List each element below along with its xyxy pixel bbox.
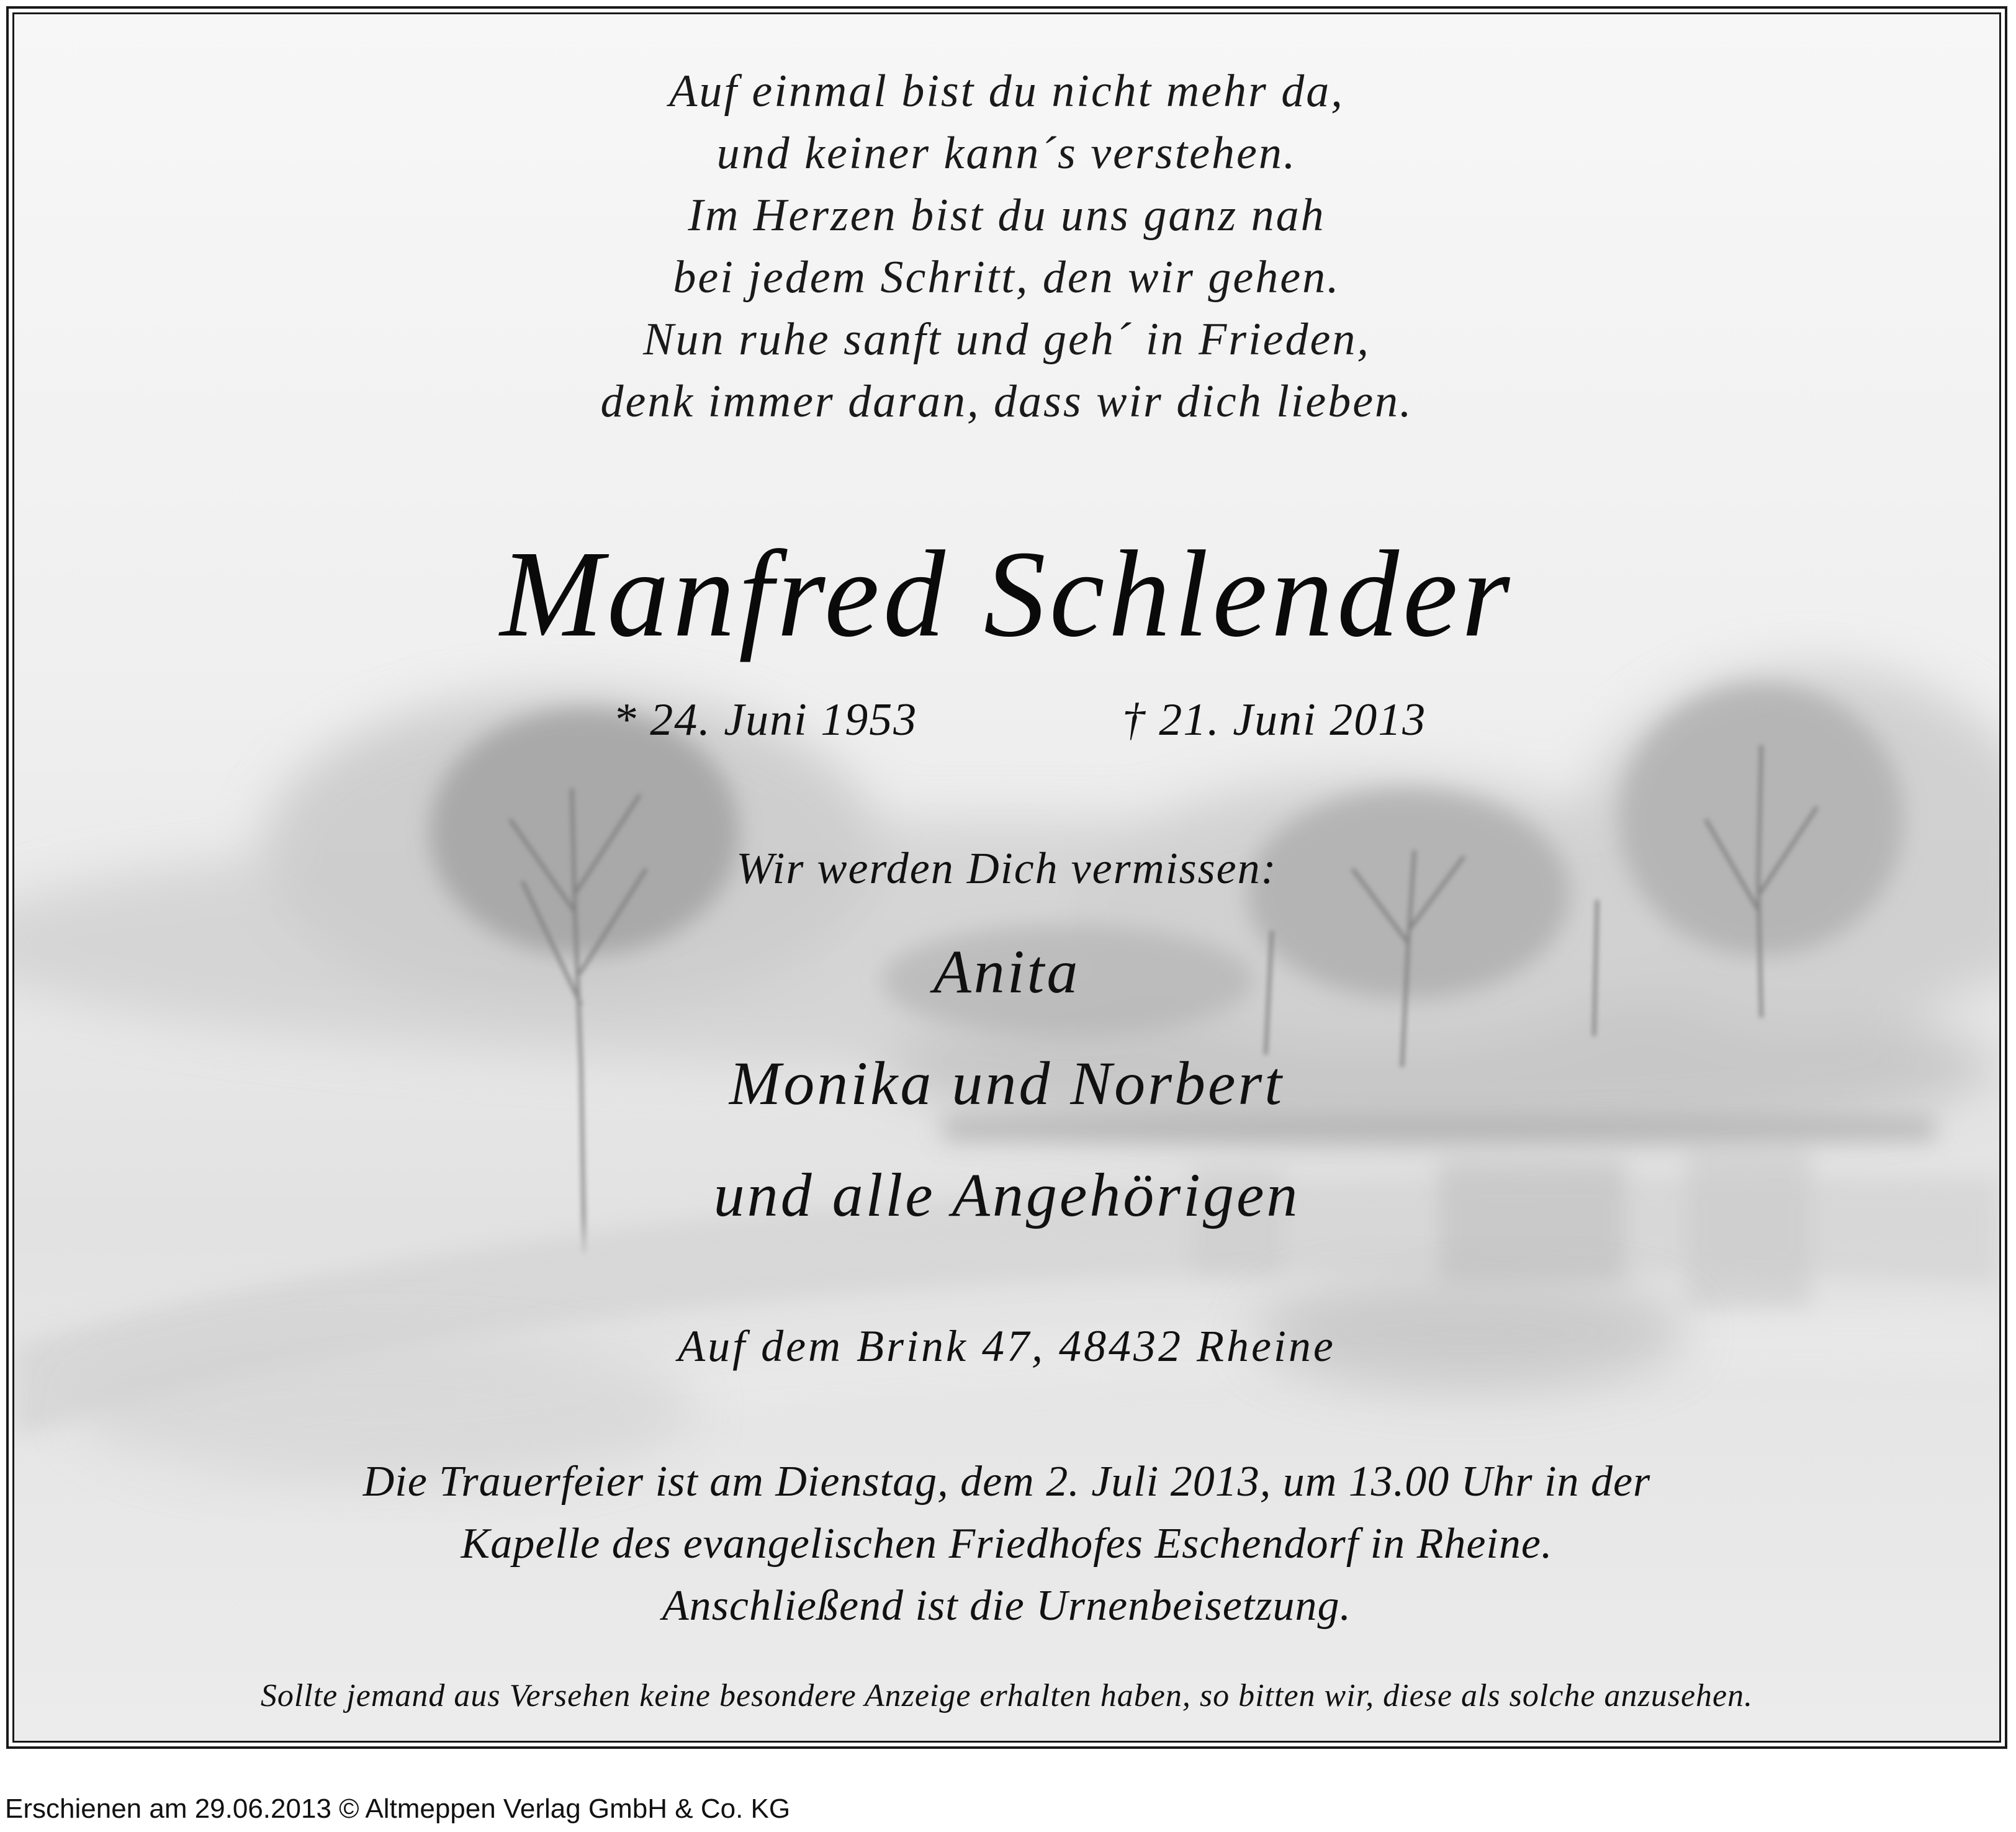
obituary-ad bbox=[12, 12, 2001, 1743]
poem-line: denk immer daran, dass wir dich lieben. bbox=[600, 376, 1413, 427]
ceremony-line: Kapelle des evangelischen Friedhofes Eschendorf in Rheine. bbox=[461, 1520, 1553, 1568]
poem-line: bei jedem Schritt, den wir gehen. bbox=[673, 252, 1341, 303]
notice-text: Sollte jemand aus Versehen keine besondere Anzeige erhalten haben, so bitten wir, diese als solche anzusehen. bbox=[260, 1678, 1753, 1713]
address: Auf dem Brink 47, 48432 Rheine bbox=[678, 1321, 1336, 1371]
publication-footer: Erschienen am 29.06.2013 © Altmeppen Verlag GmbH & Co. KG bbox=[5, 1794, 791, 1824]
mourner-name: Monika und Norbert bbox=[729, 1049, 1285, 1118]
poem-line: Nun ruhe sanft und geh´ in Frieden, bbox=[643, 314, 1370, 365]
poem-line: Auf einmal bist du nicht mehr da, bbox=[669, 66, 1344, 117]
deceased-name: Manfred Schlender bbox=[500, 526, 1514, 663]
birth-date: * 24. Juni 1953 bbox=[613, 694, 918, 745]
ceremony-line: Die Trauerfeier ist am Dienstag, dem 2. Juli 2013, um 13.00 Uhr in der bbox=[362, 1458, 1651, 1506]
mourners-intro: Wir werden Dich vermissen: bbox=[736, 843, 1277, 893]
mourner-name: und alle Angehörigen bbox=[713, 1161, 1300, 1229]
poem-line: und keiner kann´s verstehen. bbox=[716, 128, 1297, 179]
death-date: † 21. Juni 2013 bbox=[1122, 694, 1427, 745]
poem-line: Im Herzen bist du uns ganz nah bbox=[688, 190, 1326, 241]
mourner-name: Anita bbox=[933, 937, 1081, 1006]
ceremony-line: Anschließend ist die Urnenbeisetzung. bbox=[662, 1582, 1352, 1630]
